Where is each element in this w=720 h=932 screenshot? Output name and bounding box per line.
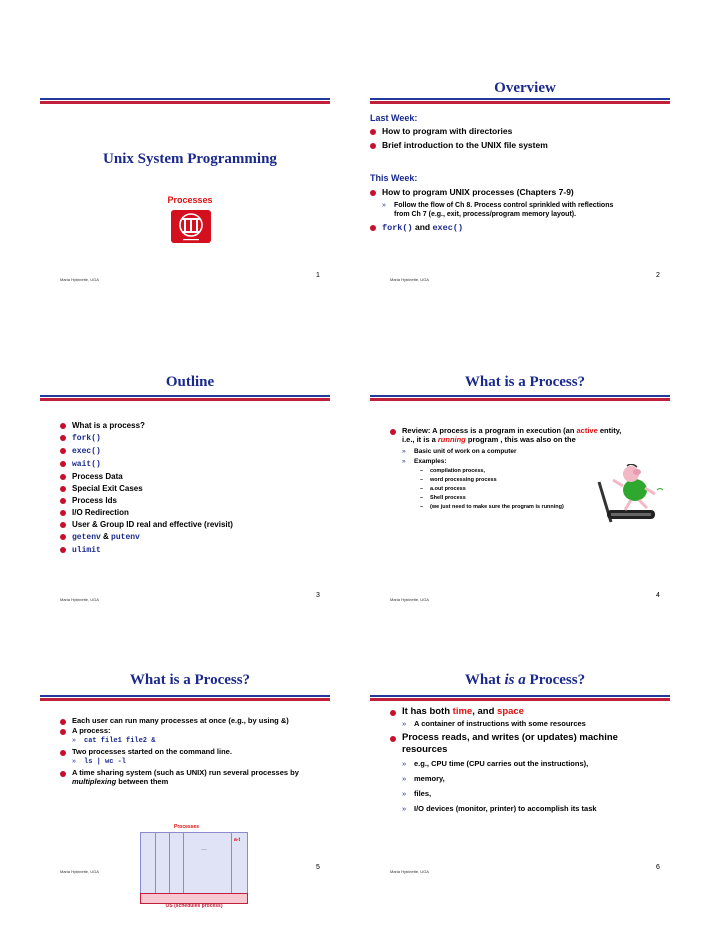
this-week-heading: This Week: <box>370 173 418 183</box>
list-item: How to program with directories <box>370 126 670 137</box>
last-week-list <box>370 126 670 154</box>
slide-4 <box>370 362 700 612</box>
list-item: How to program UNIX processes (Chapters 7-9) <box>370 187 670 198</box>
list-item: Special Exit Cases <box>60 483 340 494</box>
slide-title: Outline <box>165 374 215 390</box>
list-item <box>60 445 340 457</box>
review-text: entity, i.e., it is a <box>402 426 622 444</box>
slide-title: What is a Process? <box>129 672 251 688</box>
process-column <box>169 833 170 893</box>
last-week-heading: Last Week: <box>370 113 418 123</box>
slide-divider-bar <box>370 695 670 701</box>
getenv-code: getenv <box>72 533 101 542</box>
slide-footer-author: Maria Hybinette, UGA <box>390 869 429 874</box>
process-column <box>231 833 232 893</box>
sub-item: » Follow the flow of Ch 8. Process control sprinkled with reflections from Ch 7 (e.g., exit, process/program memory layout). <box>382 201 624 219</box>
example-item: – Shell process <box>420 494 626 502</box>
title-text: What <box>464 672 505 688</box>
example-item: – word processing process <box>420 476 626 484</box>
list-item: I/O Redirection <box>60 507 340 518</box>
slide-footer-author: Maria Hybinette, UGA <box>390 597 429 602</box>
list-item: Process Ids <box>60 495 340 506</box>
slide-footer-author: Maria Hybinette, UGA <box>60 277 99 282</box>
time-text: time <box>452 706 473 717</box>
list-item: User & Group ID real and effective (revisit) <box>60 519 340 530</box>
exec-code: exec() <box>72 447 101 456</box>
slide-divider-bar <box>40 695 330 701</box>
title-text: Process? <box>525 672 586 688</box>
slide-6 <box>370 672 700 922</box>
wait-code: wait() <box>72 460 101 469</box>
sub-item: » A container of instructions with some resources <box>402 719 675 728</box>
list-item <box>60 544 340 556</box>
process-list <box>60 716 345 789</box>
item-text: between them <box>116 777 169 786</box>
slide-title: Unix System Programming <box>103 151 277 167</box>
slide-number: 2 <box>656 272 660 279</box>
list-item <box>60 432 340 444</box>
review-text: Review: A process is a program in execution (an <box>402 426 577 435</box>
slide-1 <box>40 40 370 290</box>
list-item: Each user can run many processes at once (e.g., by using &) <box>60 716 345 725</box>
slide-number: 1 <box>316 272 320 279</box>
slide-number: 6 <box>656 864 660 871</box>
amp-text: & <box>100 532 112 541</box>
list-item-fork-exec <box>370 222 670 234</box>
slide-2 <box>370 40 700 290</box>
active-text: active <box>576 426 598 435</box>
item-text: It has both <box>402 706 453 717</box>
diagram-aout-label: a-t <box>234 837 241 843</box>
sub-item: » Examples: <box>402 457 626 466</box>
sub-item: » I/O devices (monitor, printer) to accomplish its task <box>402 804 675 813</box>
multiplexing-text: multiplexing <box>72 777 117 786</box>
fork-code: fork() <box>72 434 101 443</box>
slide-divider-bar <box>370 395 670 401</box>
process-list <box>390 706 675 815</box>
slide-divider-bar <box>370 98 670 104</box>
slide-number: 4 <box>656 592 660 599</box>
list-item <box>390 426 626 444</box>
and-text: and <box>412 222 433 232</box>
list-item <box>60 768 345 786</box>
fork-code: fork() <box>382 223 413 233</box>
diagram-dots: ... <box>201 845 207 852</box>
slide-divider-bar <box>40 395 330 401</box>
title-emphasis: is a <box>504 672 526 688</box>
process-column <box>183 833 184 893</box>
slide-5 <box>40 672 370 922</box>
slide-number: 3 <box>316 592 320 599</box>
sub-item: » Basic unit of work on a computer <box>402 447 626 456</box>
slide-title <box>370 672 680 689</box>
running-text: running <box>437 435 466 444</box>
list-item: Two processes started on the command line. <box>60 747 345 756</box>
process-diagram <box>140 832 248 894</box>
process-list <box>390 426 626 512</box>
university-logo <box>171 210 211 243</box>
list-item: What is a process? <box>60 420 340 431</box>
example-item: – a.out process <box>420 485 626 493</box>
this-week-list <box>370 187 670 237</box>
list-item: Brief introduction to the UNIX file system <box>370 140 670 151</box>
slide-footer-author: Maria Hybinette, UGA <box>60 869 99 874</box>
example-item: – compilation process, <box>420 467 626 475</box>
item-text: , and <box>472 706 498 717</box>
exec-code: exec() <box>432 223 464 233</box>
os-label: OS (schedules process) <box>165 903 223 909</box>
sub-item: » e.g., CPU time (CPU carries out the instructions), <box>402 759 675 768</box>
example-item: – (we just need to make sure the program is running) <box>420 503 626 511</box>
os-scheduler-box <box>140 893 248 909</box>
putenv-code: putenv <box>111 533 140 542</box>
slide-title: What is a Process? <box>464 374 586 390</box>
space-text: space <box>497 706 524 717</box>
treadmill-runner-illustration <box>597 464 665 524</box>
sub-item <box>72 736 345 746</box>
slide-3 <box>40 362 370 612</box>
outline-list <box>60 420 340 557</box>
review-text: program , this was also on the <box>465 435 576 444</box>
list-item <box>60 458 340 470</box>
slide-title: Overview <box>494 80 556 96</box>
item-text: A time sharing system (such as UNIX) run several processes by <box>72 768 299 777</box>
process-column <box>155 833 156 893</box>
slide-subtitle: Processes <box>167 195 213 205</box>
diagram-processes-label: Processes <box>174 824 200 830</box>
sub-item: » files, <box>402 789 675 798</box>
slide-number: 5 <box>316 864 320 871</box>
ulimit-code: ulimit <box>72 546 101 555</box>
list-item: A process: <box>60 726 345 735</box>
slide-footer-author: Maria Hybinette, UGA <box>390 277 429 282</box>
code-ls-wc: ls | wc -l <box>84 758 127 766</box>
slide-footer-author: Maria Hybinette, UGA <box>60 597 99 602</box>
list-item <box>390 706 675 718</box>
sub-item: » memory, <box>402 774 675 783</box>
code-cat: cat file1 file2 & <box>84 737 156 745</box>
slide-divider-bar <box>40 98 330 104</box>
list-item: Process Data <box>60 471 340 482</box>
list-item: Process reads, and writes (or updates) machine resources <box>390 732 622 756</box>
sub-item <box>72 757 345 767</box>
list-item <box>60 531 340 543</box>
